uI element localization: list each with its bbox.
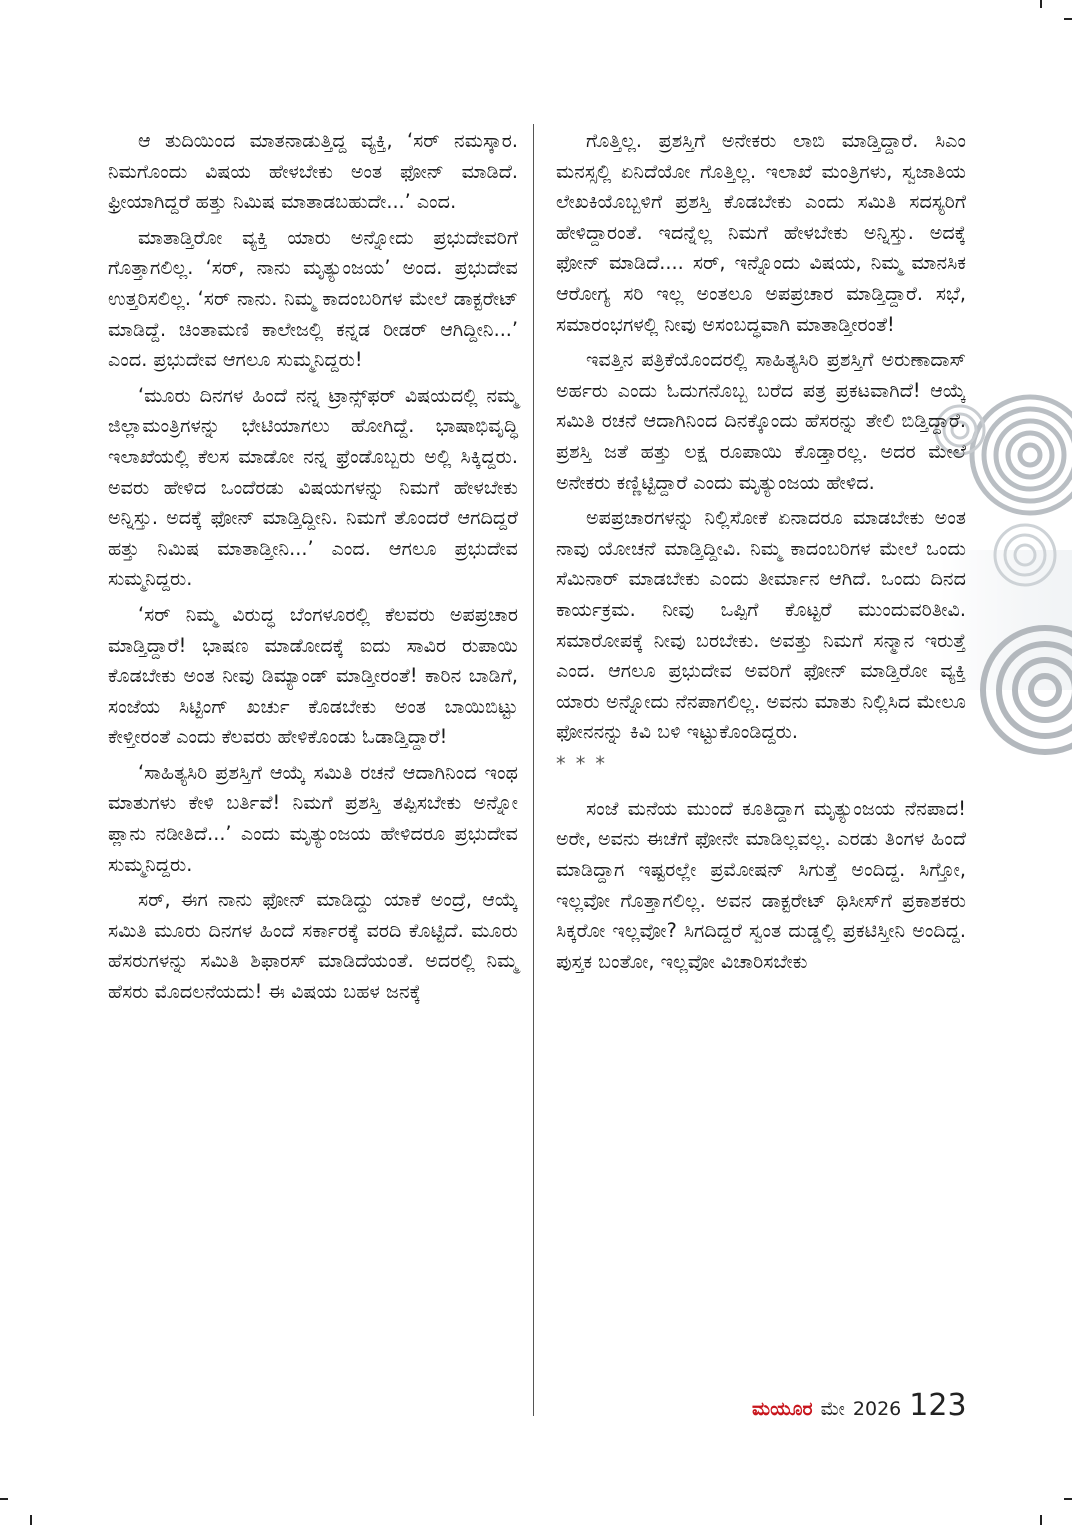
paragraph: ಗೊತ್ತಿಲ್ಲ. ಪ್ರಶಸ್ತಿಗೆ ಅನೇಕರು ಲಾಬಿ ಮಾಡ್ತಿದ್ದಾರೆ. ಸಿಎಂ ಮನಸ್ಸಲ್ಲಿ ಏನಿದೆಯೋ ಗೊತ್ತಿಲ್ಲ. ಇಲಾಖೆ ಮಂತ್ರಿಗಳು, ಸ್ವಜಾತಿಯ ಲೇಖಕಿಯೊಬ್ಬಳಿಗೆ ಪ್ರಶಸ್ತಿ ಕೊಡಬೇಕು ಎಂದು ಸಮಿತಿ ಸದಸ್ಯರಿಗೆ ಹೇಳಿದ್ದಾರಂತೆ. ಇದನ್ನೆಲ್ಲ ನಿಮಗೆ ಹೇಳಬೇಕು ಅನ್ನಿಸ್ತು. ಅದಕ್ಕೆ ಫೋನ್ ಮಾಡಿದೆ.... ಸರ್, ಇನ್ನೊಂದು ವಿಷಯ, ನಿಮ್ಮ ಮಾನಸಿಕ ಆರೋಗ್ಯ ಸರಿ ಇಲ್ಲ ಅಂತಲೂ ಅಪಪ್ರಚಾರ ಮಾಡ್ತಿದ್ದಾರೆ. ಸಭೆ, ಸಮಾರಂಭಗಳಲ್ಲಿ ನೀವು ಅಸಂಬದ್ಧವಾಗಿ ಮಾತಾಡ್ತೀರಂತೆ! <box>556 129 966 336</box>
column-divider <box>533 124 534 1416</box>
crop-mark <box>1064 18 1072 20</box>
crop-mark <box>1040 0 1042 8</box>
crop-mark <box>30 1515 32 1525</box>
section-separator: * * * <box>556 751 607 775</box>
page-footer <box>752 1388 967 1428</box>
paragraph: ‘ಸರ್ ನಿಮ್ಮ ವಿರುದ್ಧ ಬೆಂಗಳೂರಲ್ಲಿ ಕೆಲವರು ಅಪಪ್ರಚಾರ ಮಾಡ್ತಿದ್ದಾರೆ! ಭಾಷಣ ಮಾಡೋದಕ್ಕೆ ಐದು ಸಾವಿರ ರುಪಾಯಿ ಕೊಡಬೇಕು ಅಂತ ನೀವು ಡಿಮ್ಯಾಂಡ್ ಮಾಡ್ತೀರಂತೆ! ಕಾರಿನ ಬಾಡಿಗೆ, ಸಂಜೆಯ ಸಿಟ್ಟಿಂಗ್ ಖರ್ಚು ಕೊಡಬೇಕು ಅಂತ ಬಾಯಿಬಿಟ್ಟು ಕೇಳ್ತೀರಂತೆ ಎಂದು ಕೆಲವರು ಹೇಳಿಕೊಂಡು ಓಡಾಡ್ತಿದ್ದಾರೆ! <box>108 602 518 749</box>
paragraph: ಸಂಜೆ ಮನೆಯ ಮುಂದೆ ಕೂತಿದ್ದಾಗ ಮೃತ್ಯುಂಜಯ ನೆನಪಾದ! ಅರೇ, ಅವನು ಈಚೆಗೆ ಫೋನೇ ಮಾಡಿಲ್ಲವಲ್ಲ. ಎರಡು ತಿಂಗಳ ಹಿಂದೆ ಮಾಡಿದ್ದಾಗ ಇಷ್ಟರಲ್ಲೇ ಪ್ರಮೋಷನ್ ಸಿಗುತ್ತೆ ಅಂದಿದ್ದ. ಸಿಗ್ತೋ, ಇಲ್ಲವೋ ಗೊತ್ತಾಗಲಿಲ್ಲ. ಅವನ ಡಾಕ್ಟರೇಟ್ ಥಿಸೀಸ್‌ಗೆ ಪ್ರಕಾಶಕರು ಸಿಕ್ಕರೋ ಇಲ್ಲವೋ? ಸಿಗದಿದ್ದರೆ ಸ್ವಂತ ದುಡ್ಡಲ್ಲಿ ಪ್ರಕಟಿಸ್ತೀನಿ ಅಂದಿದ್ದ. ಪುಸ್ತಕ ಬಂತೋ, ಇಲ್ಲವೋ ವಿಚಾರಿಸಬೇಕು <box>556 796 966 973</box>
page-number: 123 <box>909 1388 967 1423</box>
paragraph: ಅಪಪ್ರಚಾರಗಳನ್ನು ನಿಲ್ಲಿಸೋಕೆ ಏನಾದರೂ ಮಾಡಬೇಕು ಅಂತ ನಾವು ಯೋಚನೆ ಮಾಡ್ತಿದ್ದೀವಿ. ನಿಮ್ಮ ಕಾದಂಬರಿಗಳ ಮೇಲೆ ಒಂದು ಸೆಮಿನಾರ್ ಮಾಡಬೇಕು ಎಂದು ತೀರ್ಮಾನ ಆಗಿದೆ. ಒಂದು ದಿನದ ಕಾರ್ಯಕ್ರಮ. ನೀವು ಒಪ್ಪಿಗೆ ಕೊಟ್ಟರೆ ಮುಂದುವರಿತೀವಿ. ಸಮಾರೋಪಕ್ಕೆ ನೀವು ಬರಬೇಕು. ಅವತ್ತು ನಿಮಗೆ ಸನ್ಮಾನ ಇರುತ್ತೆ ಎಂದ. ಆಗಲೂ ಪ್ರಭುದೇವ ಅವರಿಗೆ ಫೋನ್ ಮಾಡ್ತಿರೋ ವ್ಯಕ್ತಿ ಯಾರು ಅನ್ನೋದು ನೆನಪಾಗಲಿಲ್ಲ. ಅವನು ಮಾತು ನಿಲ್ಲಿಸಿದ ಮೇಲೂ ಫೋನನನ್ನು ಕಿವಿ ಬಳಿ ಇಟ್ಟುಕೊಂಡಿದ್ದರು. <box>556 506 966 744</box>
crop-mark <box>1040 1515 1042 1525</box>
magazine-name: ಮಯೂರ <box>752 1398 813 1420</box>
paragraph: ಸರ್, ಈಗ ನಾನು ಫೋನ್ ಮಾಡಿದ್ದು ಯಾಕೆ ಅಂದ್ರೆ, ಆಯ್ಕೆ ಸಮಿತಿ ಮೂರು ದಿನಗಳ ಹಿಂದೆ ಸರ್ಕಾರಕ್ಕೆ ವರದಿ ಕೊಟ್ಟಿದೆ. ಮೂರು ಹೆಸರುಗಳನ್ನು ಸಮಿತಿ ಶಿಫಾರಸ್ ಮಾಡಿದೆಯಂತೆ. ಅದರಲ್ಲಿ ನಿಮ್ಮ ಹೆಸರು ಮೊದಲನೆಯದು! ಈ ವಿಷಯ ಬಹಳ ಜನಕ್ಕೆ <box>108 888 518 1004</box>
paragraph: ಮಾತಾಡ್ತಿರೋ ವ್ಯಕ್ತಿ ಯಾರು ಅನ್ನೋದು ಪ್ರಭುದೇವರಿಗೆ ಗೊತ್ತಾಗಲಿಲ್ಲ. ‘ಸರ್, ನಾನು ಮೃತ್ಯುಂಜಯ’ ಅಂದ. ಪ್ರಭುದೇವ ಉತ್ತರಿಸಲಿಲ್ಲ. ‘ಸರ್ ನಾನು. ನಿಮ್ಮ ಕಾದಂಬರಿಗಳ ಮೇಲೆ ಡಾಕ್ಟರೇಟ್ ಮಾಡಿದ್ದೆ. ಚಿಂತಾಮಣಿ ಕಾಲೇಜಲ್ಲಿ ಕನ್ನಡ ರೀಡರ್ ಆಗಿದ್ದೀನಿ...’ ಎಂದ. ಪ್ರಭುದೇವ ಆಗಲೂ ಸುಮ್ಮನಿದ್ದರು! <box>108 225 518 372</box>
issue-month: ಮೇ <box>820 1398 845 1420</box>
paragraph: ಇವತ್ತಿನ ಪತ್ರಿಕೆಯೊಂದರಲ್ಲಿ ಸಾಹಿತ್ಯಸಿರಿ ಪ್ರಶಸ್ತಿಗೆ ಅರುಣಾದಾಸ್ ಅರ್ಹರು ಎಂದು ಓದುಗನೊಬ್ಬ ಬರೆದ ಪತ್ರ ಪ್ರಕಟವಾಗಿದೆ! ಆಯ್ಕೆ ಸಮಿತಿ ರಚನೆ ಆದಾಗಿನಿಂದ ದಿನಕ್ಕೊಂದು ಹೆಸರನ್ನು ತೇಲಿ ಬಿಡ್ತಿದ್ದಾರೆ. ಪ್ರಶಸ್ತಿ ಜತೆ ಹತ್ತು ಲಕ್ಷ ರೂಪಾಯಿ ಕೊಡ್ತಾರಲ್ಲ. ಅದರ ಮೇಲೆ ಅನೇಕರು ಕಣ್ಣಿಟ್ಟಿದ್ದಾರೆ ಎಂದು ಮೃತ್ಯುಂಜಯ ಹೇಳಿದ. <box>556 348 966 494</box>
left-column <box>108 126 518 1013</box>
paragraph: ‘ಮೂರು ದಿನಗಳ ಹಿಂದೆ ನನ್ನ ಟ್ರಾನ್ಸ್‌ಫರ್ ವಿಷಯದಲ್ಲಿ ನಮ್ಮ ಜಿಲ್ಲಾಮಂತ್ರಿಗಳನ್ನು ಭೇಟಿಯಾಗಲು ಹೋಗಿದ್ದೆ. ಭಾಷಾಭಿವೃದ್ಧಿ ಇಲಾಖೆಯಲ್ಲಿ ಕೆಲಸ ಮಾಡೋ ನನ್ನ ಫ್ರೆಂಡೊಬ್ಬರು ಅಲ್ಲಿ ಸಿಕ್ಕಿದ್ದರು. ಅವರು ಹೇಳಿದ ಒಂದೆರಡು ವಿಷಯಗಳನ್ನು ನಿಮಗೆ ಹೇಳಬೇಕು ಅನ್ನಿಸ್ತು. ಅದಕ್ಕೆ ಫೋನ್ ಮಾಡ್ತಿದ್ದೀನಿ. ನಿಮಗೆ ತೊಂದರೆ ಆಗದಿದ್ದರೆ ಹತ್ತು ನಿಮಿಷ ಮಾತಾಡ್ತೀನಿ...’ ಎಂದ. ಆಗಲೂ ಪ್ರಭುದೇವ ಸುಮ್ಮನಿದ್ದರು. <box>108 383 518 591</box>
crop-mark <box>0 1498 8 1500</box>
crop-mark <box>1064 1498 1072 1500</box>
paragraph: ಆ ತುದಿಯಿಂದ ಮಾತನಾಡುತ್ತಿದ್ದ ವ್ಯಕ್ತಿ, ‘ಸರ್ ನಮಸ್ಕಾರ. ನಿಮಗೊಂದು ವಿಷಯ ಹೇಳಬೇಕು ಅಂತ ಫೋನ್ ಮಾಡಿದೆ. ಫ್ರೀಯಾಗಿದ್ದರೆ ಹತ್ತು ನಿಮಿಷ ಮಾತಾಡಬಹುದೇ...’ ಎಂದ. <box>108 129 518 214</box>
right-column <box>556 126 966 982</box>
issue-year: 2026 <box>852 1398 902 1420</box>
paragraph: ‘ಸಾಹಿತ್ಯಸಿರಿ ಪ್ರಶಸ್ತಿಗೆ ಆಯ್ಕೆ ಸಮಿತಿ ರಚನೆ ಆದಾಗಿನಿಂದ ಇಂಥ ಮಾತುಗಳು ಕೇಳಿ ಬರ್ತಿವೆ! ನಿಮಗೆ ಪ್ರಶಸ್ತಿ ತಪ್ಪಿಸಬೇಕು ಅನ್ನೋ ಪ್ಲಾನು ನಡೀತಿದೆ...’ ಎಂದು ಮೃತ್ಯುಂಜಯ ಹೇಳಿದರೂ ಪ್ರಭುದೇವ ಸುಮ್ಮನಿದ್ದರು. <box>108 760 518 876</box>
